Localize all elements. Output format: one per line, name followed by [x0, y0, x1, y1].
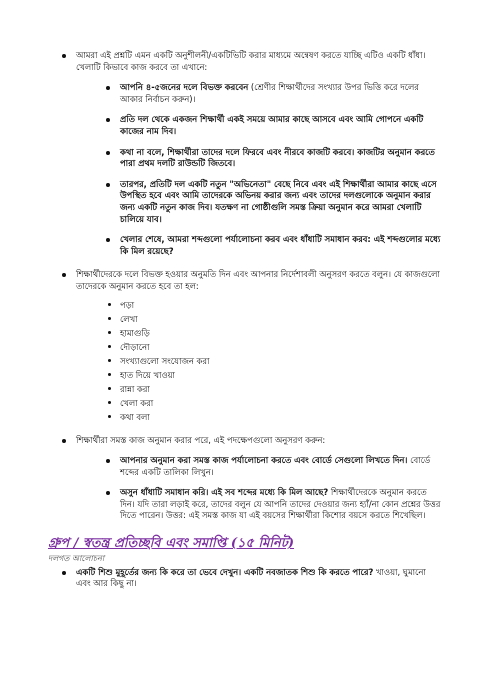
list-item: [60, 269, 443, 422]
action-words-list: [76, 300, 443, 423]
activity-instructions-list: [60, 50, 443, 522]
word-item: লেখা: [108, 314, 443, 325]
list-item: খেলার শেষে, আমরা শব্দগুলো পর্যালোচনা করব এবং ধাঁধাটি সমাধান করব: এই শব্দগুলোর মধ্যে কি মিল রয়েছে?: [106, 234, 443, 257]
section-heading: গ্রুপ / স্বতন্ত্র প্রতিচ্ছবি এবং সমাপ্তি (১৫ মিনিট): [48, 536, 295, 552]
guess-tasks-paragraph: শিক্ষার্থীদেরকে দলে বিভক্ত হওয়ার অনুমতি দিন এবং আপনার নির্দেশাবলী অনুসরণ করতে বলুন। যে কাজগুলো তাদেরকে অনুমান করতে হবে তা হল:: [76, 269, 440, 291]
game-steps-list: [76, 82, 443, 257]
reflection-list: [60, 567, 443, 590]
word-item: সংখ্যাগুলো সংযোজন করা: [108, 356, 443, 367]
word-item: পড়া: [108, 300, 443, 311]
word-item: হামাগুড়ি: [108, 328, 443, 339]
word-item: খেলা করা: [108, 398, 443, 409]
list-item: আপনার অনুমান করা সমস্ত কাজ পর্যালোচনা করতে এবং বোর্ডে সেগুলো লিখতে দিন। বোর্ডে শব্দের একটি তালিকা লিখুন।: [106, 455, 443, 478]
word-item: রান্না করা: [108, 384, 443, 395]
section-subtitle: দলগত আলোচনা: [48, 554, 105, 564]
list-item: কথা না বলে, শিক্ষার্থীরা তাদের দলে ফিরবে এবং নীরবে কাজটি করবে। কাজটির অনুমান করতে পারা প্রথম দলটি রাউন্ডটি জিতবে।: [106, 147, 443, 170]
list-item: অসুন ধাঁধাটি সমাধান করি। এই সব শব্দের মধ্যে কি মিল আছে? শিক্ষার্থীদেরকে অনুমান করতে দিন। যদি তারা লড়াই করে, তাদের বলুন যে আপনি তাদের দেওয়ার জন্য হ্যাঁ/না কোন প্রশ্নের উত্তর দিতে পারেন। উত্তর: এই সমস্ত কাজ যা এই বয়সের শিক্ষার্থীরা কিশোর বয়সে করতে শিখেছিল।: [106, 487, 443, 522]
followup-steps-list: [76, 455, 443, 522]
list-item: আপনি ৪-৫জনের দলে বিভক্ত করবেন (শ্রেণীর শিক্ষার্থীদের সংখ্যার উপর ভিত্তি করে দলের আকার নির্বাচন করুন)।: [106, 82, 443, 105]
list-item: প্রতি দল থেকে একজন শিক্ষার্থী একই সময়ে আমার কাছে আসবে এবং আমি গোপনে একটি কাজের নাম দিব।: [106, 114, 443, 137]
word-item: হাত দিয়ে খাওয়া: [108, 370, 443, 381]
intro-paragraph: আমরা এই প্রশ্নটি এমন একটি অনুশীলনী/একটিভিটি করার মাধ্যমে অন্বেষণ করতে যাচ্ছি এটিও একটি ধাঁধা। খেলাটি কিভাবে কাজ করবে তা এখানে:: [76, 50, 426, 72]
list-item: [60, 50, 443, 257]
word-item: দৌড়ানো: [108, 342, 443, 353]
list-item: একটি শিশু মুহূর্তের জন্য কি করে তা ভেবে দেখুন। একটি নবজাতক শিশু কি করতে পারে? খাওয়া, ঘুমানো এবং আর কিছু না।: [60, 567, 443, 590]
word-item: কথা বলা: [108, 412, 443, 423]
list-item: তারপর, প্রতিটি দল একটি নতুন "অভিনেতা" বেছে নিবে এবং এই শিক্ষার্থীরা আমার কাছে এসে উপস্থিত হবে এবং আমি তাদেরকে অভিনয় করার জন্য এবং তাদের দলগুলোকে অনুমান করার জন্য একটি নতুন কাজ দিব। যতক্ষণ না গোষ্ঠীগুলি সমস্ত ক্রিয়া অনুমান করে আমরা খেলাটি চালিয়ে যাব।: [106, 179, 443, 225]
followup-paragraph: শিক্ষার্থীরা সমস্ত কাজ অনুমান করার পরে, এই পদক্ষেপগুলো অনুসরণ করুন:: [76, 434, 326, 445]
list-item: [60, 435, 443, 523]
